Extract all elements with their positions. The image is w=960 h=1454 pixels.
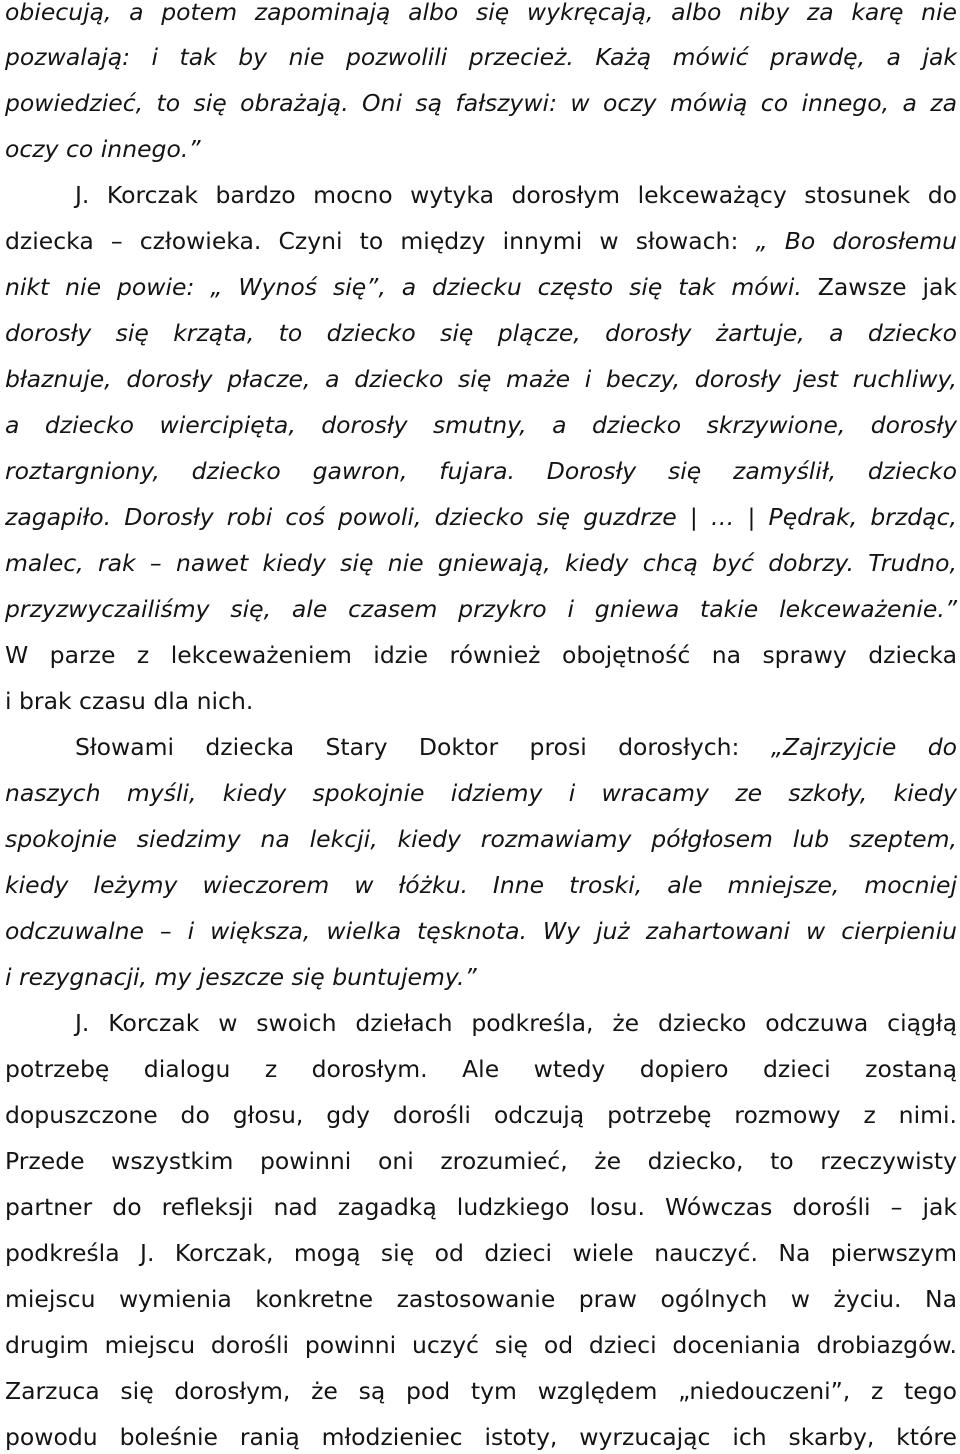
- text-line: błaznuje, dorosły płacze, a dziecko się maże i beczy, dorosły jest ruchliwy,: [5, 365, 957, 393]
- text-line: pozwalają: i tak by nie pozwolili przecież. Każą mówić prawdę, a jak: [5, 43, 957, 71]
- text-line: dorosły się krząta, to dziecko się plącze, dorosły żartuje, a dziecko: [5, 319, 957, 347]
- text-line: powodu boleśnie ranią młodzieniec istoty, wyrzucając ich skarby, które: [5, 1423, 957, 1451]
- text-line: a dziecko wiercipięta, dorosły smutny, a dziecko skrzywione, dorosły: [5, 411, 957, 439]
- text-line: [5, 224, 957, 258]
- text-span: dziecka – człowieka. Czyni to między innymi w słowach:: [5, 227, 756, 255]
- text-line: W parze z lekceważeniem idzie również obojętność na sprawy dziecka: [5, 641, 957, 669]
- text-line: i rezygnacji, my jeszcze się buntujemy.”: [5, 963, 477, 991]
- text-line: malec, rak – nawet kiedy się nie gniewają, kiedy chcą być dobrzy. Trudno,: [5, 549, 957, 577]
- text-line: zagapiło. Dorosły robi coś powoli, dziecko się guzdrze | … | Pędrak, brzdąc,: [5, 503, 957, 531]
- text-line: Zarzuca się dorosłym, że są pod tym względem „niedouczeni”, z tego: [5, 1377, 957, 1405]
- text-line: [5, 270, 957, 304]
- text-line: kiedy leżymy wieczorem w łóżku. Inne troski, ale mniejsze, mocniej: [5, 871, 957, 899]
- text-line: roztargniony, dziecko gawron, fujara. Dorosły się zamyślił, dziecko: [5, 457, 957, 485]
- text-line: spokojnie siedzimy na lekcji, kiedy rozmawiamy półgłosem lub szeptem,: [5, 825, 957, 853]
- text-line: i brak czasu dla nich.: [5, 687, 254, 715]
- text-line: Przede wszystkim powinni oni zrozumieć, że dziecko, to rzeczywisty: [5, 1147, 957, 1175]
- text-line: J. Korczak w swoich dziełach podkreśla, że dziecko odczuwa ciągłą: [75, 1009, 957, 1037]
- text-line: powiedzieć, to się obrażają. Oni są fałszywi: w oczy mówią co innego, a za: [5, 89, 957, 117]
- text-line: miejscu wymienia konkretne zastosowanie praw ogólnych w życiu. Na: [5, 1285, 957, 1313]
- text-line: partner do refleksji nad zagadką ludzkiego losu. Wówczas dorośli – jak: [5, 1193, 957, 1221]
- text-line: odczuwalne – i większa, wielka tęsknota. Wy już zahartowani w cierpieniu: [5, 917, 957, 945]
- text-line: dopuszczone do głosu, gdy dorośli odczują potrzebę rozmowy z nimi.: [5, 1101, 957, 1129]
- quote-span: „Zajrzyjcie do: [770, 733, 958, 761]
- text-line: obiecują, a potem zapominają albo się wykręcają, albo niby za karę nie: [5, 0, 957, 26]
- quote-span: „ Bo dorosłemu: [755, 227, 958, 255]
- text-line: oczy co innego.”: [5, 135, 201, 163]
- text-line: podkreśla J. Korczak, mogą się od dzieci wiele nauczyć. Na pierwszym: [5, 1239, 957, 1267]
- text-span: Słowami dziecka Stary Doktor prosi dorosłych:: [75, 733, 771, 761]
- text-line: drugim miejscu dorośli powinni uczyć się od dzieci doceniania drobiazgów.: [5, 1331, 957, 1359]
- text-line: naszych myśli, kiedy spokojnie idziemy i wracamy ze szkoły, kiedy: [5, 779, 957, 807]
- text-line: J. Korczak bardzo mocno wytyka dorosłym lekceważący stosunek do: [75, 181, 957, 209]
- text-line: przyzwyczailiśmy się, ale czasem przykro i gniewa takie lekceważenie.”: [5, 595, 957, 623]
- text-line: [75, 730, 957, 764]
- text-span: Zawsze jak: [801, 273, 957, 301]
- quote-span: nikt nie powie: „ Wynoś się”, a dziecku często się tak mówi.: [5, 273, 802, 301]
- text-line: potrzebę dialogu z dorosłym. Ale wtedy dopiero dzieci zostaną: [5, 1055, 957, 1083]
